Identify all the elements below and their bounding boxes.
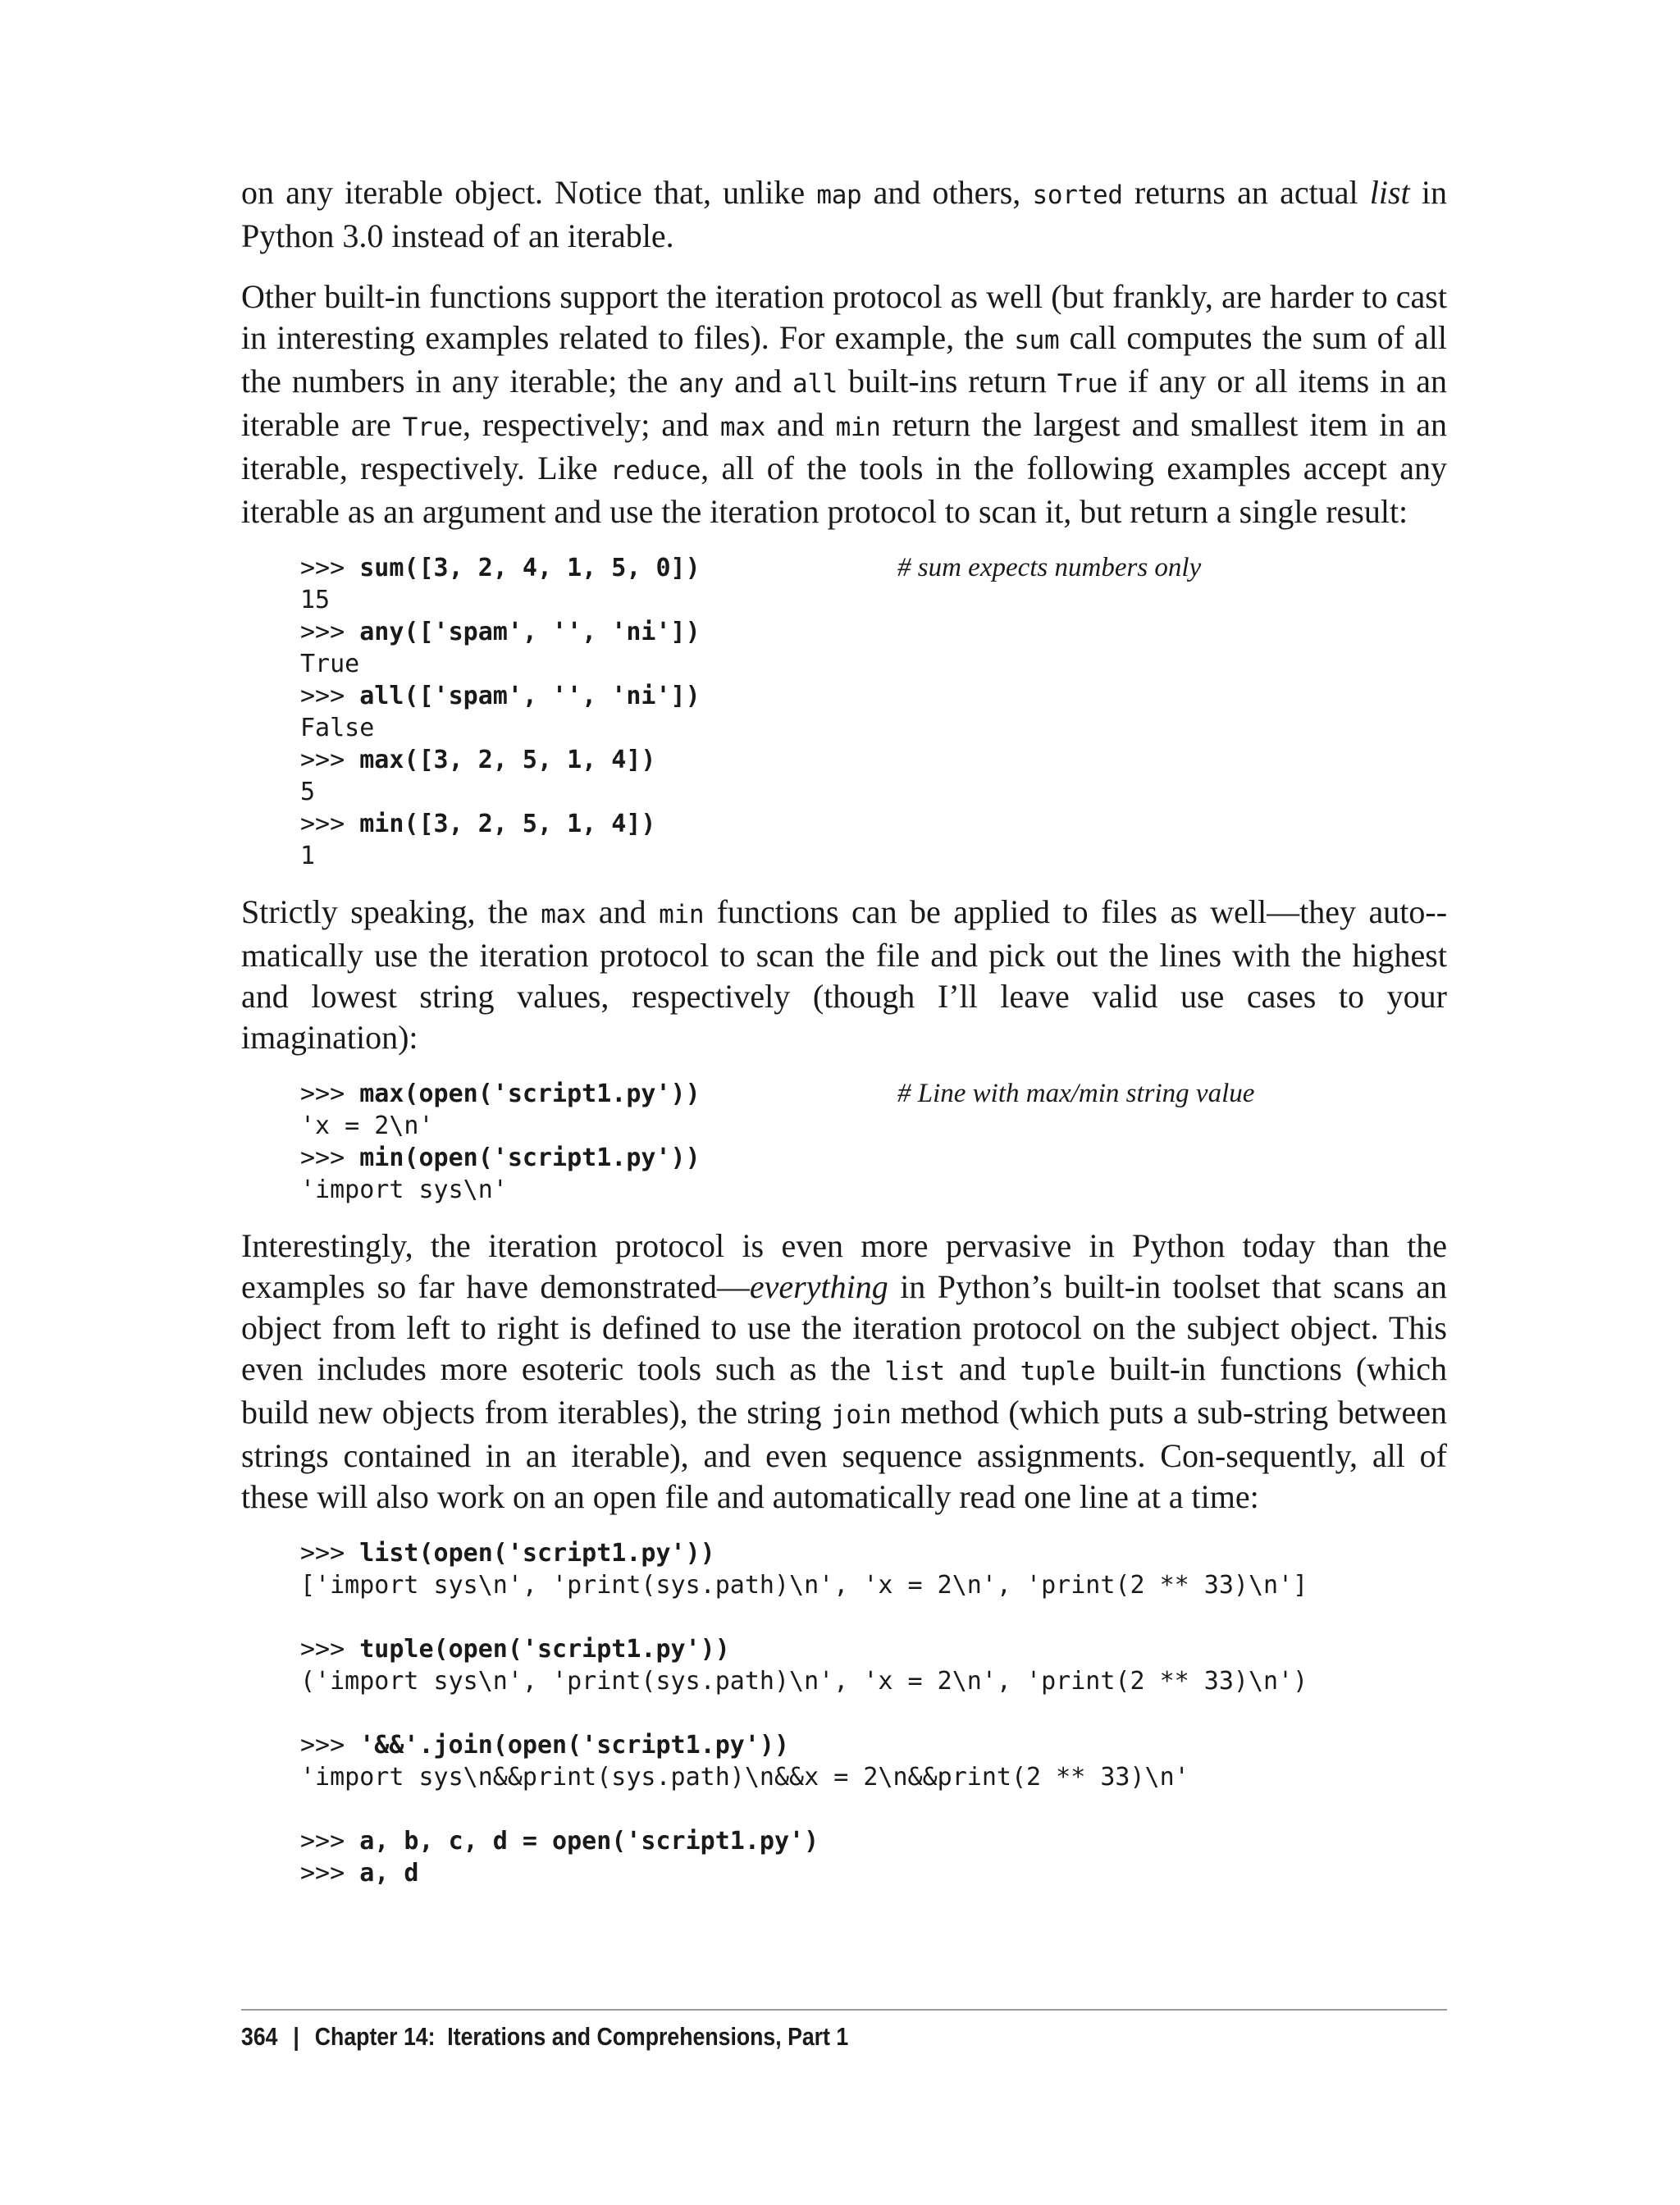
text-run: on any iterable object. Notice that, unlike (241, 174, 817, 211)
code-line (300, 808, 1447, 840)
code-prompt: >>> (300, 1144, 360, 1172)
code-output: 5 (300, 778, 316, 806)
code-command: list(open('script1.py')) (359, 1539, 715, 1568)
inline-code: sum (1014, 326, 1060, 355)
code-output: 15 (300, 586, 331, 614)
code-prompt: >>> (300, 810, 360, 838)
code-command: min(open('script1.py')) (359, 1144, 701, 1172)
code-output: 'import sys\n' (300, 1176, 508, 1204)
code-line (300, 1857, 1447, 1889)
code-comment: # Line with max/min string value (897, 1079, 1255, 1108)
code-output: True (300, 650, 360, 678)
code-line (300, 744, 1447, 776)
inline-code: join (830, 1400, 892, 1430)
text-run: , all of the tools in the following examples accept any iterable as an argument and use the iteration protocol to scan it, but return a single result: (241, 450, 1447, 530)
code-command: sum([3, 2, 4, 1, 5, 0]) (359, 554, 701, 582)
inline-code: list (884, 1357, 945, 1386)
code-line (300, 1633, 1447, 1665)
code-line (300, 616, 1447, 648)
text-run: , respectively; and (463, 406, 720, 443)
text-run: returns an actual (1122, 174, 1370, 211)
text-run: and (586, 893, 660, 930)
footer-separator: | (293, 2022, 299, 2051)
code-comment: # sum expects numbers only (897, 553, 1202, 582)
inline-code: any (678, 369, 724, 399)
code-prompt: >>> (300, 1080, 360, 1108)
code-line (300, 1142, 1447, 1174)
text-run: Other built-in functions support the iteration protocol as well (but frankly, are harder to cast in interesting examples related to files). For example, the (241, 278, 1447, 356)
text-run: call computes the sum of all the numbers in any iterable; the (241, 319, 1447, 399)
text-run: in Python’s built-in toolset that scans an object from left to right is defined to use the iteration protocol on the subject object. This even includes more esoteric tools such as the (241, 1268, 1447, 1387)
code-line (300, 1825, 1447, 1857)
footer-divider (241, 2009, 1447, 2011)
text-run: and (944, 1350, 1020, 1387)
code-output: False (300, 714, 375, 742)
code-prompt: >>> (300, 1827, 360, 1856)
page-content (241, 172, 1447, 1909)
code-output: 1 (300, 842, 316, 870)
code-prompt: >>> (300, 618, 360, 646)
code-prompt: >>> (300, 554, 360, 582)
text-run: and (724, 363, 792, 399)
inline-code: min (835, 413, 881, 442)
chapter-title: Chapter 14: Iterations and Comprehensions, Part 1 (314, 2022, 849, 2051)
code-command: tuple(open('script1.py')) (359, 1635, 730, 1664)
code-block-builtins (300, 552, 1447, 872)
inline-code: map (816, 180, 862, 210)
code-prompt: >>> (300, 1539, 360, 1568)
text-run: in Python 3.0 instead of an iterable. (241, 174, 1447, 254)
code-blank-line (300, 1601, 1447, 1633)
inline-code: max (541, 900, 587, 929)
text-run: and (765, 406, 836, 443)
emphasis: everything (749, 1268, 888, 1305)
code-output: ['import sys\n', 'print(sys.path)\n', 'x = 2\n', 'print(2 ** 33)\n'] (300, 1571, 1308, 1600)
inline-code: True (402, 413, 463, 442)
inline-code: tuple (1020, 1357, 1096, 1386)
code-block-max-min (300, 1078, 1447, 1206)
code-command: max(open('script1.py')) (359, 1080, 701, 1108)
code-prompt: >>> (300, 682, 360, 710)
code-command: max([3, 2, 5, 1, 4]) (359, 746, 656, 774)
code-output: ('import sys\n', 'print(sys.path)\n', 'x = 2\n', 'print(2 ** 33)\n') (300, 1667, 1308, 1696)
text-run: built-in functions (which build new objects from iterables), the string (241, 1350, 1448, 1431)
text-run: Interestingly, the iteration protocol is even more pervasive in Python today than the examples so far have demonstrated— (241, 1227, 1447, 1305)
code-prompt: >>> (300, 746, 360, 774)
code-block-file-iteration (300, 1537, 1447, 1889)
inline-code: sorted (1032, 180, 1123, 210)
code-line (300, 1537, 1447, 1569)
code-blank-line (300, 1697, 1447, 1729)
code-command: a, b, c, d = open('script1.py') (359, 1827, 819, 1856)
paragraph-pervasive (241, 1226, 1447, 1518)
text-run: return the largest and smallest item in an iterable, respectively. Like (241, 406, 1448, 486)
paragraph-sorted-note (241, 172, 1447, 257)
code-output: 'x = 2\n' (300, 1112, 434, 1140)
code-command: all(['spam', '', 'ni']) (359, 682, 701, 710)
text-run: functions can be applied to files as well—they auto-matically use the iteration protocol to scan the file and pick out the lines with the highest and lowest string values, respectively (though I’ll leave valid use cases to your imagination): (241, 893, 1448, 1056)
code-command: a, d (359, 1859, 419, 1888)
code-line (300, 552, 1447, 584)
inline-code: all (792, 369, 838, 399)
page-footer (241, 2022, 848, 2052)
inline-code: reduce (609, 456, 701, 486)
page-number: 364 (241, 2022, 278, 2051)
text-run: method (which puts a sub-string between strings contained in an iterable), and even sequence assignments. Con-sequently, all of these will also work on an open file and automatically read one line at a time: (241, 1394, 1448, 1515)
text-run: Strictly speaking, the (241, 893, 541, 930)
code-output: 'import sys\n&&print(sys.path)\n&&x = 2\n&&print(2 ** 33)\n' (300, 1763, 1189, 1792)
code-line (300, 1729, 1447, 1761)
code-prompt: >>> (300, 1859, 360, 1888)
text-run: if any or all items in an iterable are (241, 363, 1447, 443)
paragraph-builtins (241, 276, 1447, 532)
code-line (300, 1078, 1447, 1110)
paragraph-max-min-files (241, 892, 1447, 1058)
inline-code: True (1057, 369, 1118, 399)
inline-code: max (719, 413, 765, 442)
code-command: '&&'.join(open('script1.py')) (359, 1731, 790, 1760)
code-prompt: >>> (300, 1635, 360, 1664)
text-run: built-ins return (838, 363, 1057, 399)
code-command: min([3, 2, 5, 1, 4]) (359, 810, 656, 838)
code-command: any(['spam', '', 'ni']) (359, 618, 701, 646)
emphasis: list (1369, 174, 1410, 211)
code-prompt: >>> (300, 1731, 360, 1760)
code-blank-line (300, 1793, 1447, 1825)
text-run: and others, (861, 174, 1033, 211)
inline-code: min (659, 900, 705, 929)
code-line (300, 680, 1447, 712)
